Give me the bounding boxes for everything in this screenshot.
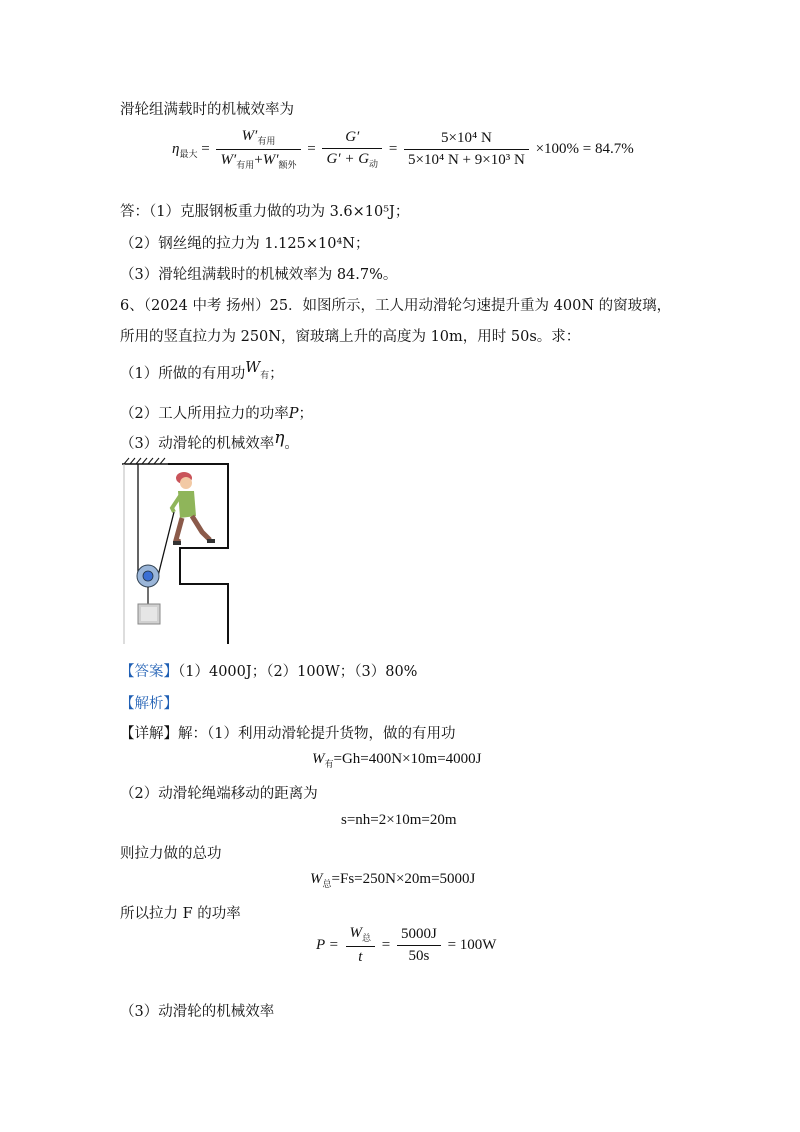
formula-result: ×100% = 84.7%	[535, 140, 634, 157]
worker-leg-right	[192, 516, 210, 540]
worker-shirt	[178, 491, 196, 518]
eq1-w: W	[312, 751, 325, 767]
eq4-p: P =	[316, 936, 339, 953]
worker-arm	[172, 496, 180, 512]
equation-distance: s=nh=2×10m=20m	[341, 812, 457, 828]
denominator-w1-sub: 有用	[236, 160, 255, 170]
equation-total-work	[310, 871, 475, 890]
numerator-g: G′	[322, 129, 382, 149]
eq4-equals: =	[381, 936, 391, 953]
efficiency-formula	[172, 128, 634, 171]
rope-pull	[158, 512, 174, 576]
equation-power	[316, 925, 496, 966]
question-1-end: ；	[269, 366, 284, 382]
eta-symbol: η	[172, 140, 180, 157]
problem-6-line-1: 6、（2024 中考 扬州）25．如图所示，工人用动滑轮匀速提升重为 400N 的窗玻璃，	[120, 298, 672, 314]
question-3-end: 。	[284, 436, 299, 452]
detail-line-5: （3）动滑轮的机械效率	[120, 1004, 275, 1020]
worker-leg-left	[176, 518, 182, 542]
fraction-numbers	[404, 130, 529, 169]
eq1-rest: =Gh=400N×10m=4000J	[333, 751, 482, 767]
detail-line-2: （2）动滑轮绳端移动的距离为	[120, 786, 318, 802]
question-3-symbol: η	[274, 428, 285, 448]
eq4-den: t	[358, 949, 363, 965]
pulley-hub	[143, 571, 153, 581]
answer-line-1: 答：（1）克服钢板重力做的功为 3.6×10⁵J；	[120, 204, 410, 220]
analysis-tag: 【解析】	[120, 696, 178, 712]
fraction-weight	[322, 129, 382, 170]
intro-text: 滑轮组满载时的机械效率为	[120, 102, 294, 118]
denominator-w2-sub: 额外	[278, 160, 297, 170]
numerator-w: W′	[241, 128, 258, 144]
answer-line-3: （3）滑轮组满载时的机械效率为 84.7%。	[120, 267, 398, 283]
fraction-work	[216, 128, 300, 171]
pulley-worker-illustration	[118, 456, 238, 646]
answer-row	[120, 660, 417, 681]
eta-subscript: 最大	[179, 148, 198, 159]
eq4-num: W	[349, 925, 363, 941]
detail-tag: 【详解】	[120, 726, 178, 742]
answer-text: （1）4000J；（2）100W；（3）80%	[178, 664, 418, 680]
question-1-symbol: W	[245, 360, 261, 376]
problem-6-line-2: 所用的竖直拉力为 250N，窗玻璃上升的高度为 10m，用时 50s。求：	[120, 329, 581, 345]
detail-line-4: 所以拉力 F 的功率	[120, 906, 241, 922]
eq4-result: = 100W	[447, 936, 497, 953]
equation-useful-work	[312, 751, 482, 770]
answer-tag: 【答案】	[120, 664, 178, 680]
question-3	[120, 428, 299, 453]
eq4-fraction-2	[397, 926, 441, 965]
numerator-w-sub: 有用	[257, 136, 276, 146]
question-1-text: （1）所做的有用功	[120, 366, 246, 382]
question-1	[120, 362, 284, 385]
worker-figure	[172, 472, 215, 545]
eq4-num2: 5000J	[397, 926, 441, 946]
building-outline	[168, 464, 228, 644]
ceiling-hatch	[122, 458, 168, 464]
equals-sign: =	[201, 140, 210, 157]
answer-line-2: （2）钢丝绳的拉力为 1.125×10⁴N；	[120, 236, 370, 252]
worker-head	[180, 477, 192, 489]
detail-line-3: 则拉力做的总功	[120, 846, 222, 862]
eq1-sub: 有	[324, 759, 334, 769]
denominator-w1: W′	[220, 152, 237, 168]
glass-block-face	[141, 607, 157, 621]
eq3-sub: 总	[322, 879, 332, 889]
equals-sign-3: =	[388, 140, 398, 157]
question-2	[120, 402, 313, 423]
eq3-w: W	[310, 871, 323, 887]
detail-line-1	[120, 722, 455, 743]
denominator-g-sub: 动	[369, 159, 379, 169]
eq4-num-sub: 总	[362, 933, 372, 943]
question-2-end: ；	[298, 406, 313, 422]
eq4-den2: 50s	[408, 948, 430, 964]
denominator-w2: W′	[262, 152, 279, 168]
numerator-value: 5×10⁴ N	[404, 130, 529, 150]
question-3-text: （3）动滑轮的机械效率	[120, 436, 275, 452]
detail-text-1: 解：（1）利用动滑轮提升货物，做的有用功	[178, 726, 456, 742]
question-2-symbol: P	[288, 406, 299, 422]
plus-sign: +	[254, 152, 263, 168]
equals-sign-2: =	[307, 140, 316, 157]
eq4-fraction-1	[346, 925, 376, 966]
question-2-text: （2）工人所用拉力的功率	[120, 406, 289, 422]
worker-shoe-right	[207, 539, 215, 543]
eq3-rest: =Fs=250N×20m=5000J	[331, 871, 476, 887]
worker-shoe-left	[173, 541, 181, 545]
denominator-value: 5×10⁴ N + 9×10³ N	[408, 152, 525, 168]
question-1-subscript: 有	[260, 370, 270, 381]
denominator-g: G′ + G	[326, 151, 370, 167]
